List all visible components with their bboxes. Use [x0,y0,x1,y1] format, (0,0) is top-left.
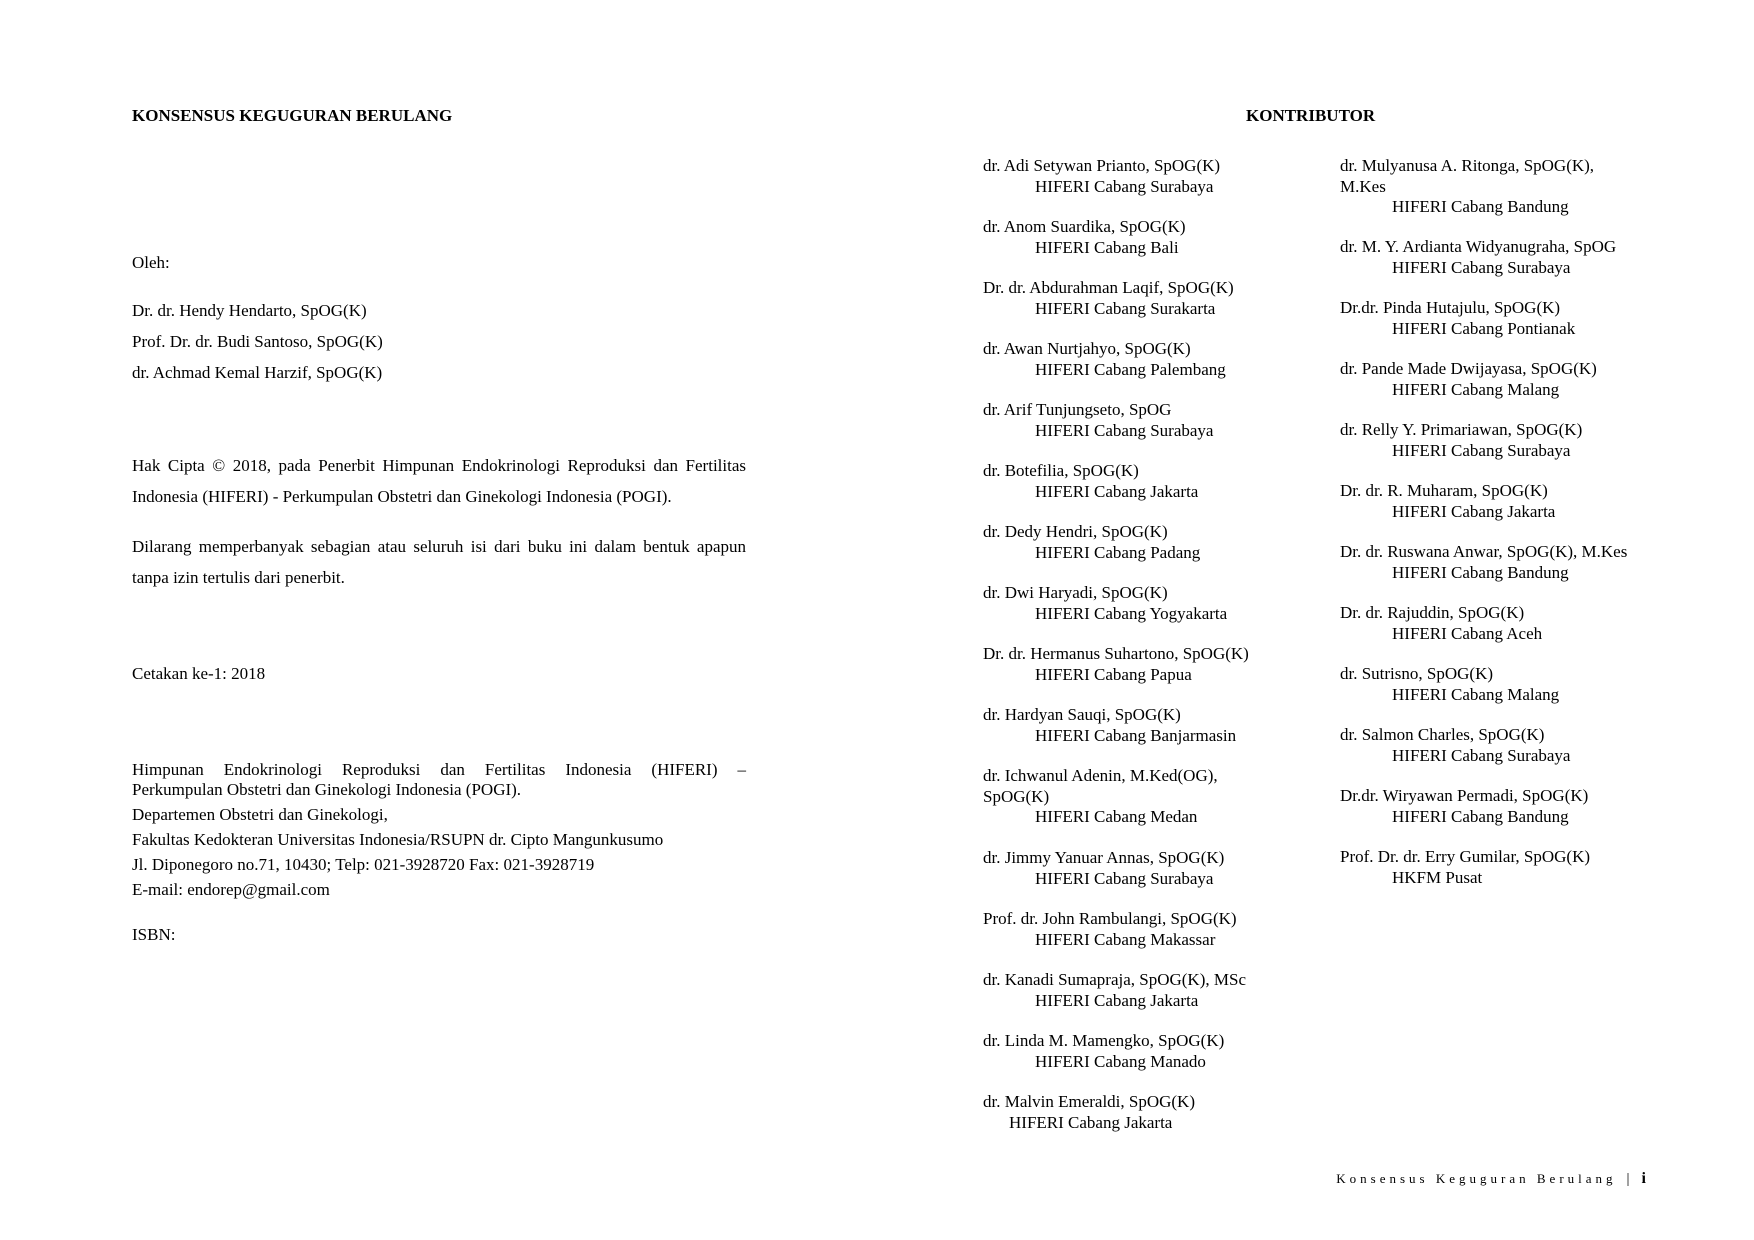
contributor-name: Dr. dr. Rajuddin, SpOG(K) [1340,603,1525,622]
address-line: Fakultas Kedokteran Universitas Indonesia/RSUPN dr. Cipto Mangunkusumo [132,830,664,849]
address-line: Himpunan Endokrinologi Reproduksi dan Fertilitas Indonesia (HIFERI) – [132,760,746,779]
contributor-name: Dr. dr. R. Muharam, SpOG(K) [1340,481,1548,500]
author-3: dr. Achmad Kemal Harzif, SpOG(K) [132,363,383,382]
address-line: Jl. Diponegoro no.71, 10430; Telp: 021-3928720 Fax: 021-3928719 [132,855,595,874]
contributor-entry [983,1031,1303,1072]
contributor-name: Dr. dr. Hermanus Suhartono, SpOG(K) [983,644,1249,663]
contributor-branch: HIFERI Cabang Makassar [1035,929,1216,949]
contributor-entry [983,583,1303,624]
contributor-branch: HIFERI Cabang Bandung [1392,806,1569,826]
contributor-branch: HIFERI Cabang Jakarta [1035,481,1199,501]
email-line: E-mail: endorep@gmail.com [132,880,330,899]
contributor-entry [1340,156,1630,218]
contributors-title: KONTRIBUTOR [1246,106,1376,125]
contributor-name: dr. Awan Nurtjahyo, SpOG(K) [983,339,1191,358]
contributor-branch: HIFERI Cabang Bandung [1392,562,1569,582]
contributor-branch: HIFERI Cabang Manado [1035,1051,1206,1071]
contributor-branch: HIFERI Cabang Malang [1392,684,1560,704]
address-line: Perkumpulan Obstetri dan Ginekologi Indonesia (POGI). [132,780,522,799]
contributor-branch: HIFERI Cabang Surabaya [1035,420,1214,440]
contributor-entry [983,400,1303,441]
contributor-entry [1340,481,1660,522]
contributor-branch: HIFERI Cabang Bali [1035,237,1179,257]
contributor-name: Prof. dr. John Rambulangi, SpOG(K) [983,909,1237,928]
contributor-entry [1340,725,1660,766]
contributor-entry [1340,542,1680,583]
contributor-name: dr. Mulyanusa A. Ritonga, SpOG(K), M.Kes [1340,156,1595,196]
contributor-branch: HIFERI Cabang Surabaya [1035,868,1214,888]
address-line: Departemen Obstetri dan Ginekologi, [132,805,388,824]
contributor-branch: HIFERI Cabang Surabaya [1392,440,1571,460]
reproduction-prohibition: Dilarang memperbanyak sebagian atau seluruh isi dari buku ini dalam bentuk apapun tanpa izin tertulis dari penerbit. [132,537,746,587]
contributor-branch: HIFERI Cabang Surabaya [1392,257,1571,277]
contributor-entry [1340,603,1660,644]
contributor-branch: HIFERI Cabang Medan [1035,807,1198,826]
contributor-entry [1340,359,1660,400]
contributor-name: dr. Dwi Haryadi, SpOG(K) [983,583,1168,602]
contributor-branch: HIFERI Cabang Pontianak [1392,318,1576,338]
contributor-name: Dr. dr. Abdurahman Laqif, SpOG(K) [983,278,1234,297]
contributor-entry [1340,786,1660,827]
contributor-name: dr. Pande Made Dwijayasa, SpOG(K) [1340,359,1597,378]
contributor-branch: HKFM Pusat [1392,867,1483,887]
contributor-name: dr. Ichwanul Adenin, M.Ked(OG), SpOG(K) [983,766,1218,806]
contributor-branch: HIFERI Cabang Malang [1392,379,1560,399]
page-footer [1336,1170,1646,1188]
contributor-entry [1340,298,1660,339]
contributor-branch: HIFERI Cabang Surabaya [1392,745,1571,765]
contributor-name: Dr.dr. Wiryawan Permadi, SpOG(K) [1340,786,1589,805]
contributor-name: dr. Adi Setywan Prianto, SpOG(K) [983,156,1221,175]
contributor-entry [983,278,1303,319]
contributor-name: dr. Hardyan Sauqi, SpOG(K) [983,705,1181,724]
contributor-branch: HIFERI Cabang Jakarta [1009,1112,1173,1132]
footer-separator: | [1626,1170,1630,1187]
contributor-name: Dr. dr. Ruswana Anwar, SpOG(K), M.Kes [1340,542,1628,561]
contributor-name: dr. Botefilia, SpOG(K) [983,461,1139,480]
publisher-address [132,760,746,900]
contributor-name: dr. Linda M. Mamengko, SpOG(K) [983,1031,1225,1050]
contributor-entry [983,644,1303,685]
copyright-notice: Hak Cipta © 2018, pada Penerbit Himpunan Endokrinologi Reproduksi dan Fertilitas Indonesia (HIFERI) - Perkumpulan Obstetri dan Ginekologi Indonesia (POGI). [132,456,746,506]
isbn-label: ISBN: [132,925,176,944]
contributor-entry [983,339,1303,380]
contributor-branch: HIFERI Cabang Papua [1035,664,1192,684]
contributor-name: dr. Kanadi Sumapraja, SpOG(K), MSc [983,970,1246,989]
page-number: i [1641,1170,1646,1187]
contributor-branch: HIFERI Cabang Banjarmasin [1035,725,1237,745]
contributor-branch: HIFERI Cabang Palembang [1035,359,1226,379]
contributor-branch: HIFERI Cabang Jakarta [1392,501,1556,521]
contributor-branch: HIFERI Cabang Yogyakarta [1035,603,1228,623]
contributor-branch: HIFERI Cabang Padang [1035,542,1201,562]
contributor-entry [983,217,1303,258]
contributor-name: dr. Dedy Hendri, SpOG(K) [983,522,1168,541]
contributor-name: dr. Sutrisno, SpOG(K) [1340,664,1494,683]
running-title: Konsensus Keguguran Berulang [1336,1171,1617,1186]
contributor-entry [983,970,1303,1011]
contributor-entry [983,705,1303,746]
authors-label: Oleh: [132,253,170,272]
contributor-branch: HIFERI Cabang Bandung [1392,197,1569,216]
contributor-entry [983,766,1253,828]
contributor-name: Prof. Dr. dr. Erry Gumilar, SpOG(K) [1340,847,1591,866]
contributor-branch: HIFERI Cabang Jakarta [1035,990,1199,1010]
contributor-name: dr. Salmon Charles, SpOG(K) [1340,725,1545,744]
contributor-name: dr. Relly Y. Primariawan, SpOG(K) [1340,420,1583,439]
contributor-name: dr. Jimmy Yanuar Annas, SpOG(K) [983,848,1225,867]
contributor-name: Dr.dr. Pinda Hutajulu, SpOG(K) [1340,298,1561,317]
contributor-entry [1340,847,1660,888]
contributor-entry [983,522,1303,563]
contributor-name: dr. M. Y. Ardianta Widyanugraha, SpOG [1340,237,1617,256]
contributor-entry [983,461,1303,502]
contributor-name: dr. Arif Tunjungseto, SpOG [983,400,1172,419]
contributor-entry [1340,420,1660,461]
contributor-entry [983,848,1303,889]
contributor-branch: HIFERI Cabang Surakarta [1035,298,1216,318]
contributor-entry [983,1092,1303,1133]
contributor-entry [1340,664,1660,705]
right-page [877,0,1754,1240]
contributor-entry [1340,237,1680,278]
author-2: Prof. Dr. dr. Budi Santoso, SpOG(K) [132,332,383,351]
contributor-name: dr. Malvin Emeraldi, SpOG(K) [983,1092,1195,1111]
contributor-entry [983,909,1303,950]
edition-info: Cetakan ke-1: 2018 [132,664,266,683]
contributor-branch: HIFERI Cabang Surabaya [1035,176,1214,196]
book-title: KONSENSUS KEGUGURAN BERULANG [132,106,453,125]
contributor-name: dr. Anom Suardika, SpOG(K) [983,217,1186,236]
author-1: Dr. dr. Hendy Hendarto, SpOG(K) [132,301,367,320]
contributor-entry [983,156,1303,197]
contributor-branch: HIFERI Cabang Aceh [1392,623,1543,643]
